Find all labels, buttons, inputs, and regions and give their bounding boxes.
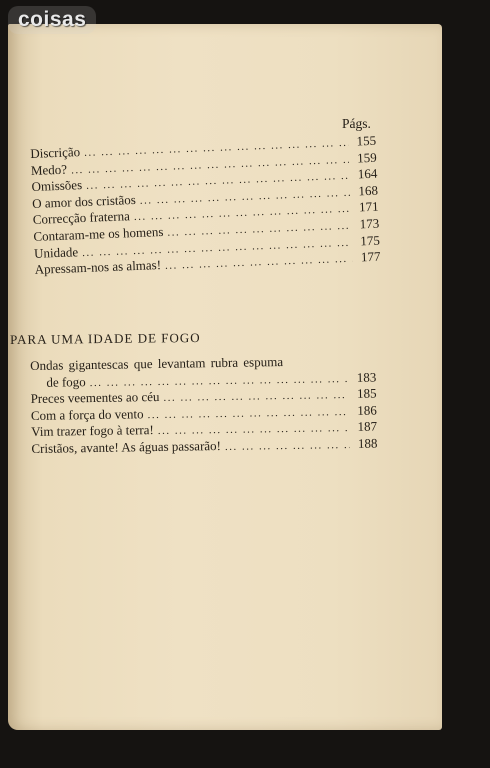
toc-section-1 (30, 133, 381, 279)
toc-entry-label: Apressam-nos as almas! (34, 257, 162, 278)
toc-entry-page: 155 (356, 132, 377, 149)
toc-entry-page: 177 (360, 248, 381, 265)
toc-entry-label: O amor dos cristãos (31, 191, 137, 211)
toc-entry-page: 175 (360, 232, 381, 248)
toc-entry-label: Medo? (30, 161, 68, 178)
watermark-logo: coisas (8, 6, 96, 34)
toc-entry-page: 168 (358, 182, 379, 199)
toc-entry-label: Contaram-me os homens (33, 223, 164, 244)
toc-entry-first-line: Ondas gigantescas que levantam rubra espuma (30, 354, 284, 373)
toc-entry-page: 183 (356, 369, 377, 385)
section-heading: PARA UMA IDADE DE FOGO (10, 330, 201, 347)
table-of-contents (8, 24, 442, 730)
toc-entry-page: 171 (358, 199, 379, 215)
toc-section-2 (30, 353, 378, 458)
toc-entry-label: Com a força do vento (30, 406, 144, 423)
toc-entry-page: 188 (357, 435, 378, 451)
toc-entry-label: Cristãos, avante! As águas passarão! (31, 437, 222, 456)
toc-entry-label: Preces veementes ao céu (30, 389, 160, 407)
toc-entry-page: 187 (357, 418, 378, 435)
toc-entry-page: 173 (359, 215, 380, 232)
dot-leader (225, 437, 350, 456)
book-page (8, 24, 442, 730)
toc-entry-page: 159 (356, 149, 377, 166)
toc-entry-label: de fogo (46, 373, 86, 390)
toc-entry-label: Discrição (30, 144, 81, 161)
toc-entry-label: Vim trazer fogo à terra! (31, 422, 154, 440)
toc-entry-label: Omissões (31, 177, 83, 195)
pages-column-header: Págs. (342, 116, 371, 131)
toc-entry-page: 164 (357, 165, 378, 182)
toc-entry-page: 186 (357, 402, 377, 418)
toc-entry-page: 185 (356, 385, 377, 402)
toc-entry-label: Unidade (33, 243, 79, 261)
toc-entry-label: Correcção fraterna (32, 208, 131, 228)
